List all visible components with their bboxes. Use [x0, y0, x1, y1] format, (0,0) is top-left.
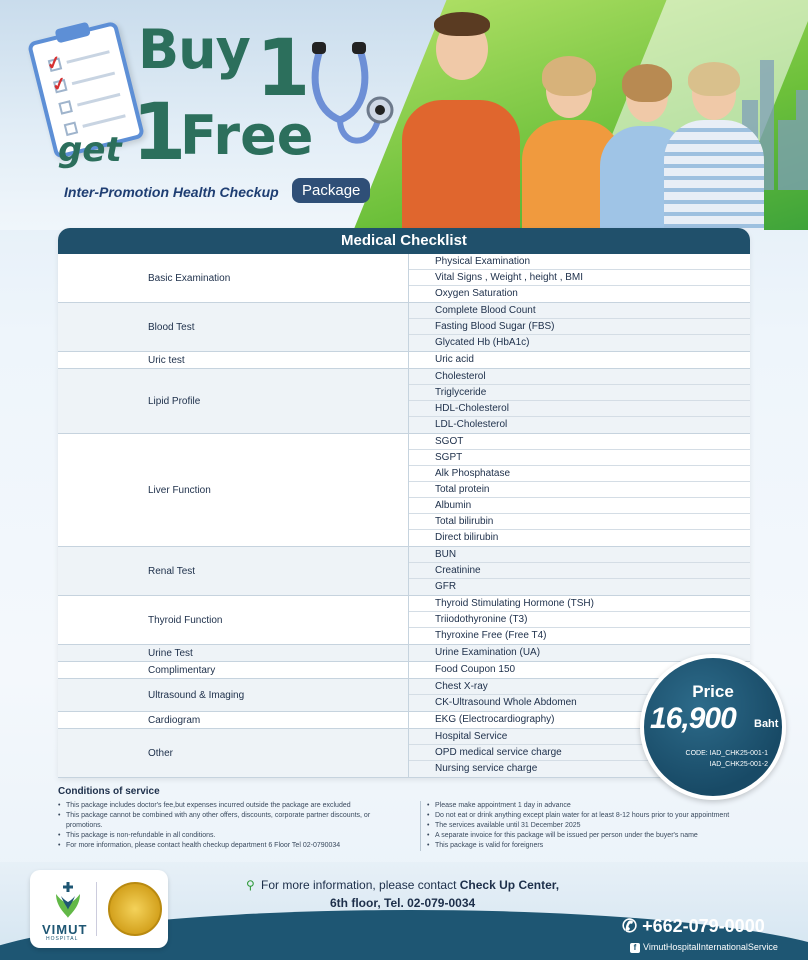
checklist-group: [58, 434, 750, 547]
accreditation-seal-icon: [108, 882, 162, 936]
checklist-item: Total protein: [409, 482, 750, 498]
checklist-group: [58, 596, 750, 645]
checklist-category: Complimentary: [148, 664, 216, 676]
hospital-logo-card: [30, 870, 168, 948]
condition-item: • Do not eat or drink anything except plain water for at least 8-12 hours prior to your appointment: [427, 811, 780, 821]
headline-free: Free: [180, 104, 314, 167]
checklist-items: [408, 596, 750, 644]
checklist-items: [408, 369, 750, 433]
checklist-item: CK-Ultrasound Whole Abdomen: [435, 697, 577, 708]
checklist-items: [408, 547, 750, 595]
checklist-item: SGOT: [409, 434, 750, 450]
conditions-title: Conditions of service: [58, 786, 160, 797]
checklist-items: [408, 254, 750, 302]
checklist-item: Alk Phosphatase: [409, 466, 750, 482]
checklist-group: [58, 547, 750, 596]
contact-center: Check Up Center,: [459, 878, 560, 892]
headline-buy-number: 1: [256, 24, 311, 114]
checklist-item: Physical Examination: [409, 254, 750, 270]
checklist-item: Nursing service charge: [435, 763, 538, 774]
checklist-item: Oxygen Saturation: [435, 288, 518, 299]
package-code-2: IAD_CHK25-001-2: [709, 761, 768, 768]
checklist-item: EKG (Electrocardiography): [435, 714, 555, 725]
conditions-list-left: [58, 801, 408, 851]
checklist-group: [58, 254, 750, 303]
checklist-item: Vital Signs , Weight , height , BMI: [409, 270, 750, 286]
facebook-link[interactable]: [630, 942, 778, 953]
checklist-category: Urine Test: [58, 645, 408, 661]
checklist-category: Uric test: [148, 354, 185, 366]
checklist-category: Cardiogram: [148, 714, 201, 726]
contact-info: [246, 878, 559, 892]
checklist-item: BUN: [409, 547, 750, 563]
family-photo: [398, 10, 768, 230]
checklist-category: Blood Test: [58, 303, 408, 351]
facebook-handle: VimutHospitalInternationalService: [643, 942, 778, 952]
checklist-item: Glycated Hb (HbA1c): [435, 337, 530, 348]
checklist-item: Triglyceride: [409, 385, 750, 401]
checklist-category: Liver Function: [148, 484, 211, 496]
facebook-icon: f: [630, 943, 640, 953]
checklist-item: Total bilirubin: [409, 514, 750, 530]
checklist-items: [408, 352, 750, 368]
logo-divider: [96, 882, 97, 936]
condition-item: • This package cannot be combined with any other offers, discounts, corporate partner discounts, or promotions.: [58, 811, 408, 831]
vimut-logo-icon: [52, 880, 84, 920]
headline-get-number: 1: [132, 88, 187, 178]
condition-item: • This package includes doctor's fee,but expenses incurred outside the package are excluded: [58, 801, 408, 811]
checklist-item: SGPT: [409, 450, 750, 466]
checklist-item: HDL-Cholesterol: [409, 401, 750, 417]
package-pill: Package: [292, 178, 370, 203]
contact-prefix: For more information, please contact: [261, 878, 457, 892]
condition-item: • For more information, please contact health checkup department 6 Floor Tel 02-0790034: [58, 841, 408, 851]
stethoscope-icon: [300, 40, 400, 160]
checklist-category: Other: [58, 729, 408, 777]
headline-buy: Buy: [138, 18, 250, 81]
checklist-item: Urine Examination (UA): [435, 647, 541, 658]
package-codes: [644, 748, 776, 770]
checklist-item: Albumin: [409, 498, 750, 514]
hero-banner: [0, 0, 808, 230]
condition-item: • This package is valid for foreigners: [427, 841, 780, 851]
checklist-item: Thyroid Stimulating Hormone (TSH): [409, 596, 750, 612]
conditions-list-right: [420, 801, 780, 851]
checklist-item: Fasting Blood Sugar (FBS): [409, 319, 750, 335]
checklist-item: Creatinine: [409, 563, 750, 579]
checklist-group: [58, 303, 750, 352]
footer: [0, 862, 808, 960]
checklist-category: Basic Examination: [148, 272, 231, 284]
price-badge: [640, 654, 786, 800]
checklist-group: [58, 662, 750, 679]
contact-floor: 6th floor, Tel. 02-079-0034: [330, 896, 476, 910]
checklist-item: Cholesterol: [409, 369, 750, 385]
clipboard-icon: ✓ ✓: [27, 21, 145, 160]
checklist-item: Uric acid: [435, 354, 474, 365]
checklist-item: Thyroxine Free (Free T4): [435, 630, 547, 641]
checklist-category: Ultrasound & Imaging: [58, 679, 408, 711]
checklist-group: [58, 645, 750, 662]
checklist-item: GFR: [435, 581, 457, 592]
checklist-items: [408, 434, 750, 546]
hospital-subname: HOSPITAL: [46, 936, 79, 942]
condition-item: • Please make appointment 1 day in advance: [427, 801, 780, 811]
hotline-phone[interactable]: [622, 916, 765, 937]
checklist-items: [408, 303, 750, 351]
phone-number: +662-079-0000: [642, 916, 765, 936]
checklist-title: Medical Checklist: [58, 228, 750, 254]
checklist-item: Complete Blood Count: [409, 303, 750, 319]
hospital-name: VIMUT: [42, 922, 88, 937]
checklist-item: Hospital Service: [409, 729, 750, 745]
checklist-category: Lipid Profile: [58, 369, 408, 433]
checklist-item: Chest X-ray: [409, 679, 750, 695]
condition-item: • A separate invoice for this package will be issued per person under the buyer's name: [427, 831, 780, 841]
headline-get: get: [58, 130, 122, 170]
checklist-category: Thyroid Function: [148, 614, 223, 626]
condition-item: • This package is non-refundable in all conditions.: [58, 831, 408, 841]
checklist-item: Triiodothyronine (T3): [409, 612, 750, 628]
phone-icon: ✆: [622, 916, 638, 936]
checklist-item: OPD medical service charge: [409, 745, 750, 761]
checklist-group: [58, 352, 750, 369]
price-currency: Baht: [754, 718, 779, 730]
promo-subtitle: Inter-Promotion Health Checkup: [64, 184, 279, 200]
checklist-item: LDL-Cholesterol: [435, 419, 508, 430]
checklist-item: Direct bilirubin: [435, 532, 499, 543]
package-code-1: CODE: IAD_CHK25-001-1: [685, 750, 768, 757]
checklist-item: Food Coupon 150: [435, 664, 516, 675]
location-pin-icon: ⚲: [246, 878, 255, 892]
checklist-group: [58, 369, 750, 434]
checklist-category: Renal Test: [58, 547, 408, 595]
condition-item: • The services available until 31 December 2025: [427, 821, 780, 831]
price-amount: 16,900: [650, 702, 736, 735]
price-label: Price: [692, 682, 734, 701]
